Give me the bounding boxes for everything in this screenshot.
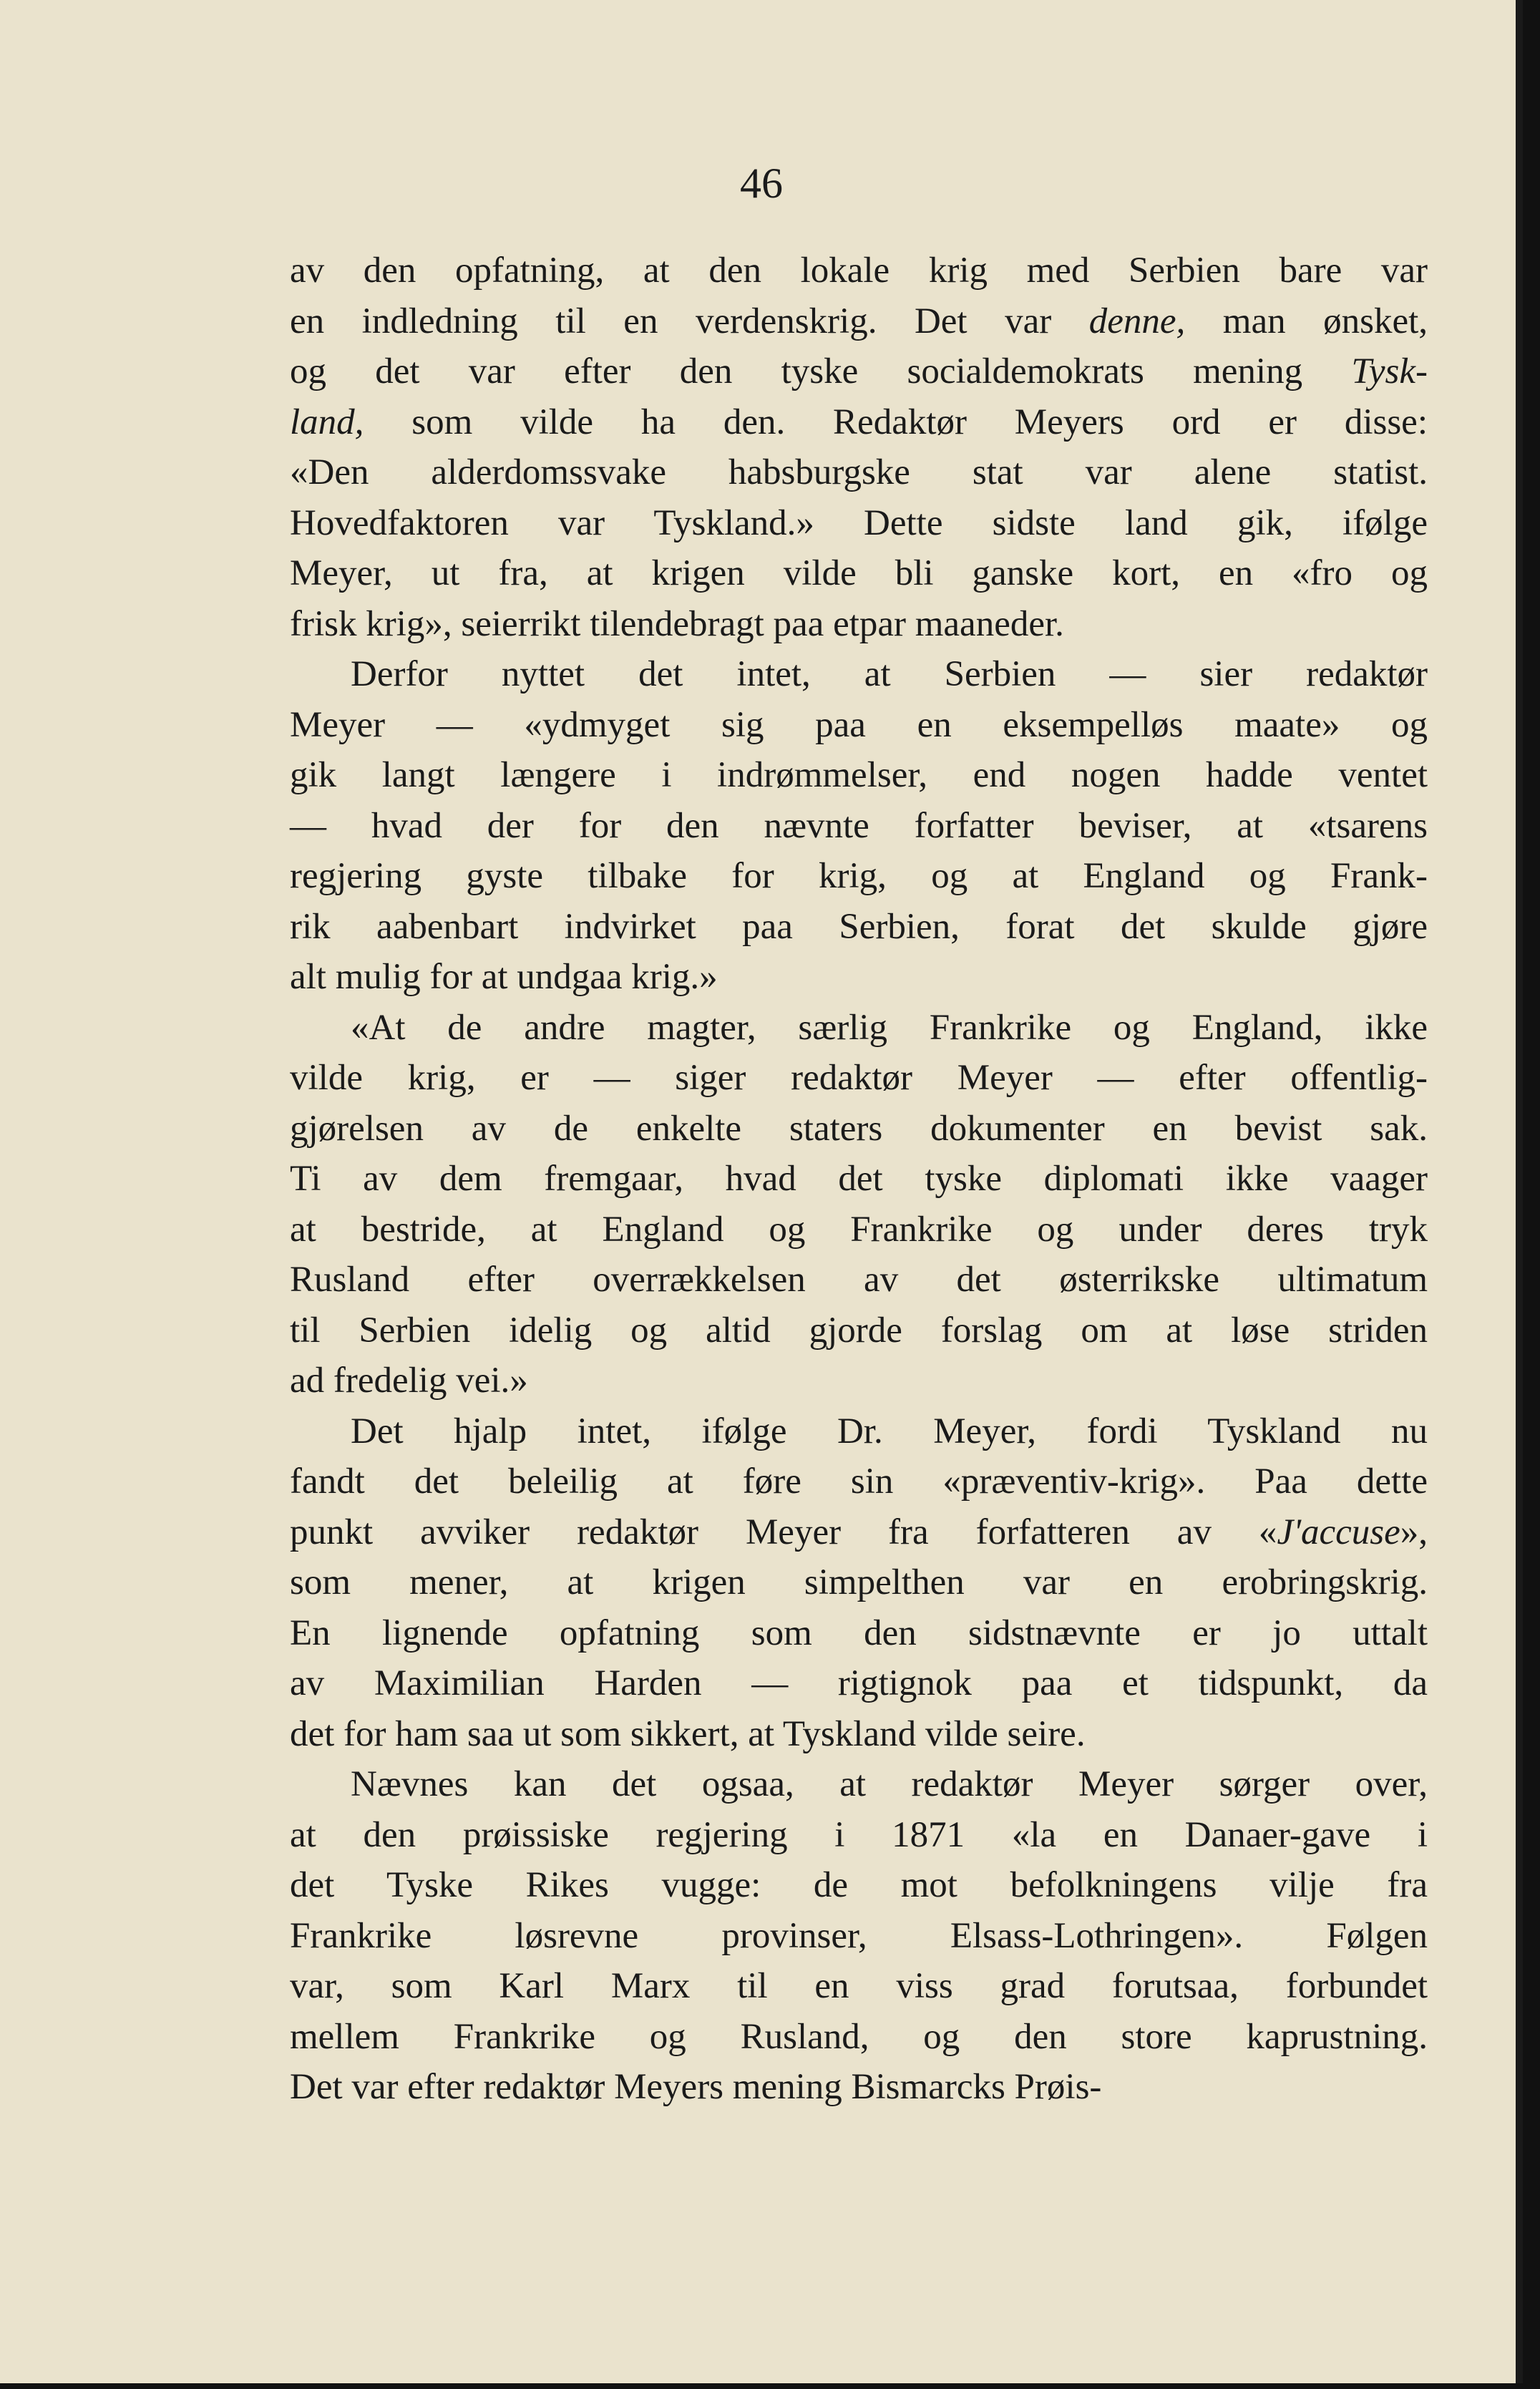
paragraph bbox=[290, 245, 1428, 649]
text-line: Meyer, ut fra, at krigen vilde bli ganske kort, en «fro og bbox=[290, 553, 1428, 593]
text-line: Meyer — «ydmyget sig paa en eksempelløs maate» og bbox=[290, 704, 1428, 745]
text-line: «Den alderdomssvake habsburgske stat var alene statist. bbox=[290, 452, 1428, 492]
text-line: Ti av dem fremgaar, hvad det tyske diplomati ikke vaager bbox=[290, 1159, 1428, 1199]
paragraph bbox=[290, 649, 1428, 1003]
text-line: at bestride, at England og Frankrike og under deres tryk bbox=[290, 1209, 1428, 1250]
text-line: Nævnes kan det ogsaa, at redaktør Meyer sørger over, bbox=[351, 1764, 1428, 1804]
body-text bbox=[290, 245, 1428, 2113]
text-line: «At de andre magter, særlig Frankrike og England, ikke bbox=[351, 1007, 1428, 1048]
italic-text: land, bbox=[290, 402, 364, 442]
text-line: Rusland efter overrækkelsen av det østerrikske ultimatum bbox=[290, 1260, 1428, 1300]
text-line: som mener, at krigen simpelthen var en erobringskrig. bbox=[290, 1562, 1428, 1602]
italic-text: Tysk- bbox=[1351, 351, 1428, 391]
text-line: regjering gyste tilbake for krig, og at England og Frank- bbox=[290, 856, 1428, 896]
text-line: ad fredelig vei.» bbox=[290, 1361, 528, 1401]
text-line: frisk krig», seierrikt tilendebragt paa etpar maaneder. bbox=[290, 603, 1064, 644]
text-line: Hovedfaktoren var Tyskland.» Dette sidste land gik, ifølge bbox=[290, 502, 1428, 543]
text-line: punkt avviker redaktør Meyer fra forfatteren av «J'accuse», bbox=[290, 1512, 1428, 1552]
text-line: gik langt længere i indrømmelser, end nogen hadde ventet bbox=[290, 755, 1428, 795]
text-line: Det hjalp intet, ifølge Dr. Meyer, fordi Tyskland nu bbox=[351, 1411, 1428, 1451]
italic-text: denne, bbox=[1088, 301, 1186, 341]
italic-text: J'accuse bbox=[1277, 1512, 1400, 1552]
text-line: var, som Karl Marx til en viss grad forutsaa, forbundet bbox=[290, 1966, 1428, 2006]
text-line: det for ham saa ut som sikkert, at Tyskland vilde seire. bbox=[290, 1713, 1086, 1754]
text-line: vilde krig, er — siger redaktør Meyer — efter offentlig- bbox=[290, 1058, 1428, 1098]
text-line: gjørelsen av de enkelte staters dokumenter en bevist sak. bbox=[290, 1108, 1428, 1149]
text-line: av Maximilian Harden — rigtignok paa et tidspunkt, da bbox=[290, 1663, 1428, 1703]
text-line: En lignende opfatning som den sidstnævnte er jo uttalt bbox=[290, 1612, 1428, 1653]
text-line: av den opfatning, at den lokale krig med Serbien bare var bbox=[290, 250, 1428, 291]
text-line: fandt det beleilig at føre sin «præventiv-krig». Paa dette bbox=[290, 1461, 1428, 1502]
text-line: Det var efter redaktør Meyers mening Bismarcks Prøis- bbox=[290, 2067, 1102, 2107]
text-line: til Serbien idelig og altid gjorde forslag om at løse striden bbox=[290, 1310, 1428, 1351]
text-line: at den prøissiske regjering i 1871 «la en Danaer-gave i bbox=[290, 1814, 1428, 1855]
text-line: og det var efter den tyske socialdemokrats mening Tysk- bbox=[290, 351, 1428, 391]
text-line: land, som vilde ha den. Redaktør Meyers ord er disse: bbox=[290, 402, 1428, 442]
page-number: 46 bbox=[740, 160, 783, 207]
text-line: en indledning til en verdenskrig. Det var denne, man ønsket, bbox=[290, 301, 1428, 341]
text-line: det Tyske Rikes vugge: de mot befolkningens vilje fra bbox=[290, 1865, 1428, 1905]
text-line: rik aabenbart indvirket paa Serbien, forat det skulde gjøre bbox=[290, 906, 1428, 947]
paragraph bbox=[290, 1003, 1428, 1406]
text-line: Derfor nyttet det intet, at Serbien — sier redaktør bbox=[351, 654, 1428, 694]
text-line: mellem Frankrike og Rusland, og den store kaprustning. bbox=[290, 2016, 1428, 2057]
paragraph bbox=[290, 1759, 1428, 2113]
paragraph bbox=[290, 1406, 1428, 1760]
text-line: — hvad der for den nævnte forfatter beviser, at «tsarens bbox=[290, 805, 1428, 846]
text-line: Frankrike løsrevne provinser, Elsass-Lothringen». Følgen bbox=[290, 1915, 1428, 1956]
text-line: alt mulig for at undgaa krig.» bbox=[290, 957, 718, 997]
